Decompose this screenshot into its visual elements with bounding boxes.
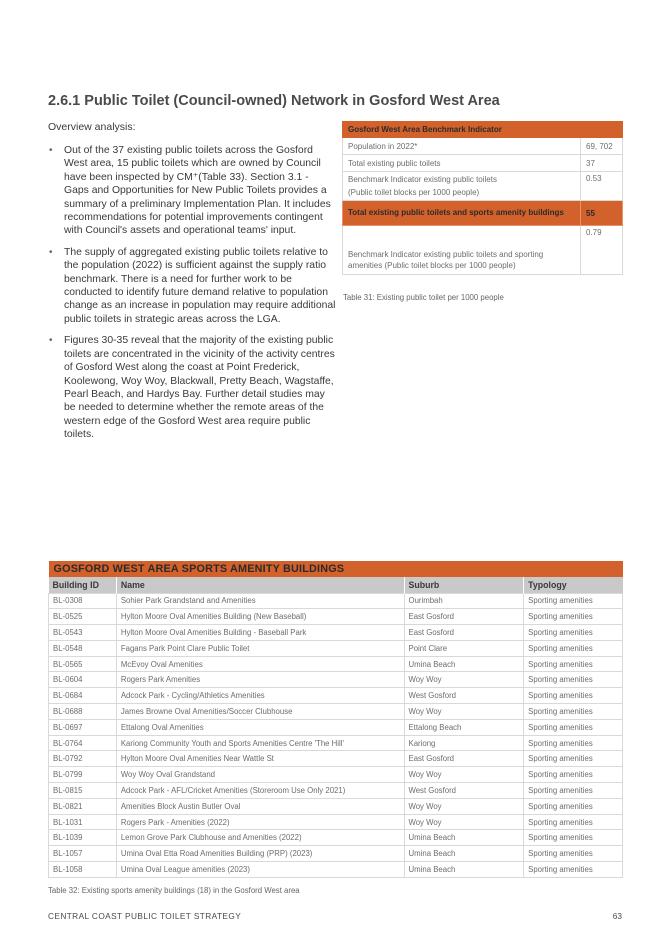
table-row	[49, 798, 623, 814]
benchmark-table	[342, 121, 623, 275]
cell-suburb: West Gosford	[404, 783, 524, 799]
cell-suburb: Ettalong Beach	[404, 719, 524, 735]
cell-typology: Sporting amenities	[524, 783, 623, 799]
cell-suburb: Kariong	[404, 735, 524, 751]
cell-suburb: Woy Woy	[404, 798, 524, 814]
cell-name: McEvoy Oval Amenities	[116, 656, 404, 672]
column-header-building-id: Building ID	[49, 577, 117, 593]
cell-name: Woy Woy Oval Grandstand	[116, 767, 404, 783]
cell-name: Adcock Park - Cycling/Athletics Amenities	[116, 688, 404, 704]
section-title: 2.6.1 Public Toilet (Council-owned) Network in Gosford West Area	[48, 93, 500, 109]
table-row	[49, 767, 623, 783]
table-row	[49, 704, 623, 720]
table-row	[49, 688, 623, 704]
table-row	[49, 862, 623, 878]
table-row	[49, 751, 623, 767]
cell-name: Amenities Block Austin Butler Oval	[116, 798, 404, 814]
cell-typology: Sporting amenities	[524, 640, 623, 656]
cell-name: Hylton Moore Oval Amenities Building - Baseball Park	[116, 625, 404, 641]
bullet-list	[48, 144, 336, 450]
table-row	[49, 640, 623, 656]
bullet-item	[48, 334, 336, 441]
cell-building-id: BL-0815	[49, 783, 117, 799]
benchmark-value: 69, 702	[581, 138, 623, 155]
cell-name: Sohier Park Grandstand and Amenities	[116, 593, 404, 609]
cell-building-id: BL-0821	[49, 798, 117, 814]
cell-name: Rogers Park Amenities	[116, 672, 404, 688]
cell-building-id: BL-0543	[49, 625, 117, 641]
cell-typology: Sporting amenities	[524, 688, 623, 704]
benchmark-label: Benchmark Indicator existing public toilets and sporting amenities (Public toilet blocks per 1000 people)	[343, 226, 581, 275]
column-header-suburb: Suburb	[404, 577, 524, 593]
benchmark-value: 0.53	[581, 172, 623, 201]
cell-building-id: BL-1039	[49, 830, 117, 846]
cell-name: Fagans Park Point Clare Public Toilet	[116, 640, 404, 656]
cell-name: Lemon Grove Park Clubhouse and Amenities (2022)	[116, 830, 404, 846]
cell-name: Rogers Park - Amenities (2022)	[116, 814, 404, 830]
cell-name: Hylton Moore Oval Amenities Near Wattle St	[116, 751, 404, 767]
cell-typology: Sporting amenities	[524, 593, 623, 609]
cell-building-id: BL-1058	[49, 862, 117, 878]
cell-name: Hylton Moore Oval Amenities Building (New Baseball)	[116, 609, 404, 625]
cell-building-id: BL-0525	[49, 609, 117, 625]
cell-building-id: BL-0764	[49, 735, 117, 751]
bullet-dot-icon: •	[49, 335, 53, 347]
cell-building-id: BL-0565	[49, 656, 117, 672]
cell-name: Kariong Community Youth and Sports Amenities Centre 'The Hill'	[116, 735, 404, 751]
column-header-typology: Typology	[524, 577, 623, 593]
benchmark-label: Population in 2022*	[343, 138, 581, 155]
cell-suburb: Woy Woy	[404, 814, 524, 830]
cell-typology: Sporting amenities	[524, 751, 623, 767]
cell-building-id: BL-0792	[49, 751, 117, 767]
cell-suburb: Woy Woy	[404, 767, 524, 783]
bullet-item	[48, 246, 336, 326]
cell-name: Umina Oval Etta Road Amenities Building (PRP) (2023)	[116, 846, 404, 862]
cell-typology: Sporting amenities	[524, 830, 623, 846]
benchmark-label-line: (Public toilet blocks per 1000 people)	[348, 188, 480, 197]
benchmark-label: Total existing public toilets	[343, 155, 581, 172]
cell-typology: Sporting amenities	[524, 814, 623, 830]
amenity-table-title: GOSFORD WEST AREA SPORTS AMENITY BUILDINGS	[49, 561, 623, 577]
benchmark-label-line: Benchmark Indicator existing public toilets	[348, 175, 497, 184]
cell-name: Adcock Park - AFL/Cricket Amenities (Storeroom Use Only 2021)	[116, 783, 404, 799]
cell-suburb: Umina Beach	[404, 830, 524, 846]
footer-document-title: CENTRAL COAST PUBLIC TOILET STRATEGY	[48, 911, 242, 921]
cell-name: Umina Oval League amenities (2023)	[116, 862, 404, 878]
table-row	[49, 656, 623, 672]
benchmark-table-header: Gosford West Area Benchmark Indicator	[343, 122, 623, 138]
cell-building-id: BL-0604	[49, 672, 117, 688]
bullet-dot-icon: •	[49, 246, 53, 258]
cell-typology: Sporting amenities	[524, 704, 623, 720]
cell-building-id: BL-0688	[49, 704, 117, 720]
cell-building-id: BL-0548	[49, 640, 117, 656]
cell-suburb: East Gosford	[404, 625, 524, 641]
cell-building-id: BL-1057	[49, 846, 117, 862]
cell-name: Ettalong Oval Amenities	[116, 719, 404, 735]
table-row	[49, 830, 623, 846]
cell-typology: Sporting amenities	[524, 656, 623, 672]
cell-suburb: Umina Beach	[404, 656, 524, 672]
table-row	[49, 719, 623, 735]
bullet-dot-icon: •	[49, 145, 53, 156]
page-number: 63	[612, 911, 622, 921]
amenity-table	[48, 561, 623, 878]
cell-suburb: Woy Woy	[404, 704, 524, 720]
cell-suburb: Woy Woy	[404, 672, 524, 688]
bullet-item	[48, 144, 336, 238]
table-row	[49, 609, 623, 625]
amenity-table-body	[49, 593, 623, 877]
cell-typology: Sporting amenities	[524, 846, 623, 862]
amenity-table-caption: Table 32: Existing sports amenity buildings (18) in the Gosford West area	[48, 886, 300, 895]
table-row	[49, 846, 623, 862]
table-row	[49, 625, 623, 641]
cell-typology: Sporting amenities	[524, 735, 623, 751]
bullet-text: Figures 30-35 reveal that the majority of the existing public toilets are concentrated in the vicinity of the activity centres of Gosford West along the coast at Point Frederick, Koolewong, Woy Woy, Blackwall, Pretty Beach, Wagstaffe, Pearl Beach, and Hardys Bay. Further detail studies may be needed to determine whether the remote areas of the western edge of the Gosford West area require public toilets.	[64, 335, 335, 441]
cell-suburb: Umina Beach	[404, 846, 524, 862]
cell-typology: Sporting amenities	[524, 672, 623, 688]
benchmark-value: 0.79	[581, 226, 623, 275]
cell-suburb: Umina Beach	[404, 862, 524, 878]
column-header-name: Name	[116, 577, 404, 593]
cell-typology: Sporting amenities	[524, 625, 623, 641]
overview-label: Overview analysis:	[48, 121, 136, 133]
cell-building-id: BL-1031	[49, 814, 117, 830]
cell-typology: Sporting amenities	[524, 862, 623, 878]
cell-suburb: West Gosford	[404, 688, 524, 704]
benchmark-table-caption: Table 31: Existing public toilet per 1000 people	[343, 293, 504, 302]
benchmark-value: 55	[581, 201, 623, 226]
bullet-text: The supply of aggregated existing public toilets relative to the population (2022) is sufficient against the supply ratio benchmark. There is a need for further work to be conducted to identify future demand relative to population change as an increase in population may require additional public toilets in strategic areas across the LGA.	[64, 246, 336, 325]
cell-name: James Browne Oval Amenities/Soccer Clubhouse	[116, 704, 404, 720]
cell-building-id: BL-0697	[49, 719, 117, 735]
bullet-text: Out of the 37 existing public toilets across the Gosford West area, 15 public toilets which are owned by Council have been inspected by CM⁺(Table 33). Section 3.1 - Gaps and Opportunities for New Public Toilets provides a summary of a preliminary Implementation Plan. It includes recommendations for potential improvements contingent with Council's assets and operational teams' input.	[64, 145, 331, 237]
cell-suburb: East Gosford	[404, 751, 524, 767]
table-row	[49, 735, 623, 751]
cell-typology: Sporting amenities	[524, 609, 623, 625]
cell-building-id: BL-0684	[49, 688, 117, 704]
cell-typology: Sporting amenities	[524, 798, 623, 814]
cell-suburb: Ourimbah	[404, 593, 524, 609]
cell-typology: Sporting amenities	[524, 767, 623, 783]
table-row	[49, 593, 623, 609]
cell-suburb: Point Clare	[404, 640, 524, 656]
table-row	[49, 672, 623, 688]
cell-typology: Sporting amenities	[524, 719, 623, 735]
table-row	[49, 783, 623, 799]
cell-building-id: BL-0308	[49, 593, 117, 609]
cell-suburb: East Gosford	[404, 609, 524, 625]
benchmark-value: 37	[581, 155, 623, 172]
cell-building-id: BL-0799	[49, 767, 117, 783]
table-row	[49, 814, 623, 830]
benchmark-label	[343, 172, 581, 201]
benchmark-label: Total existing public toilets and sports amenity buildings	[343, 201, 581, 226]
